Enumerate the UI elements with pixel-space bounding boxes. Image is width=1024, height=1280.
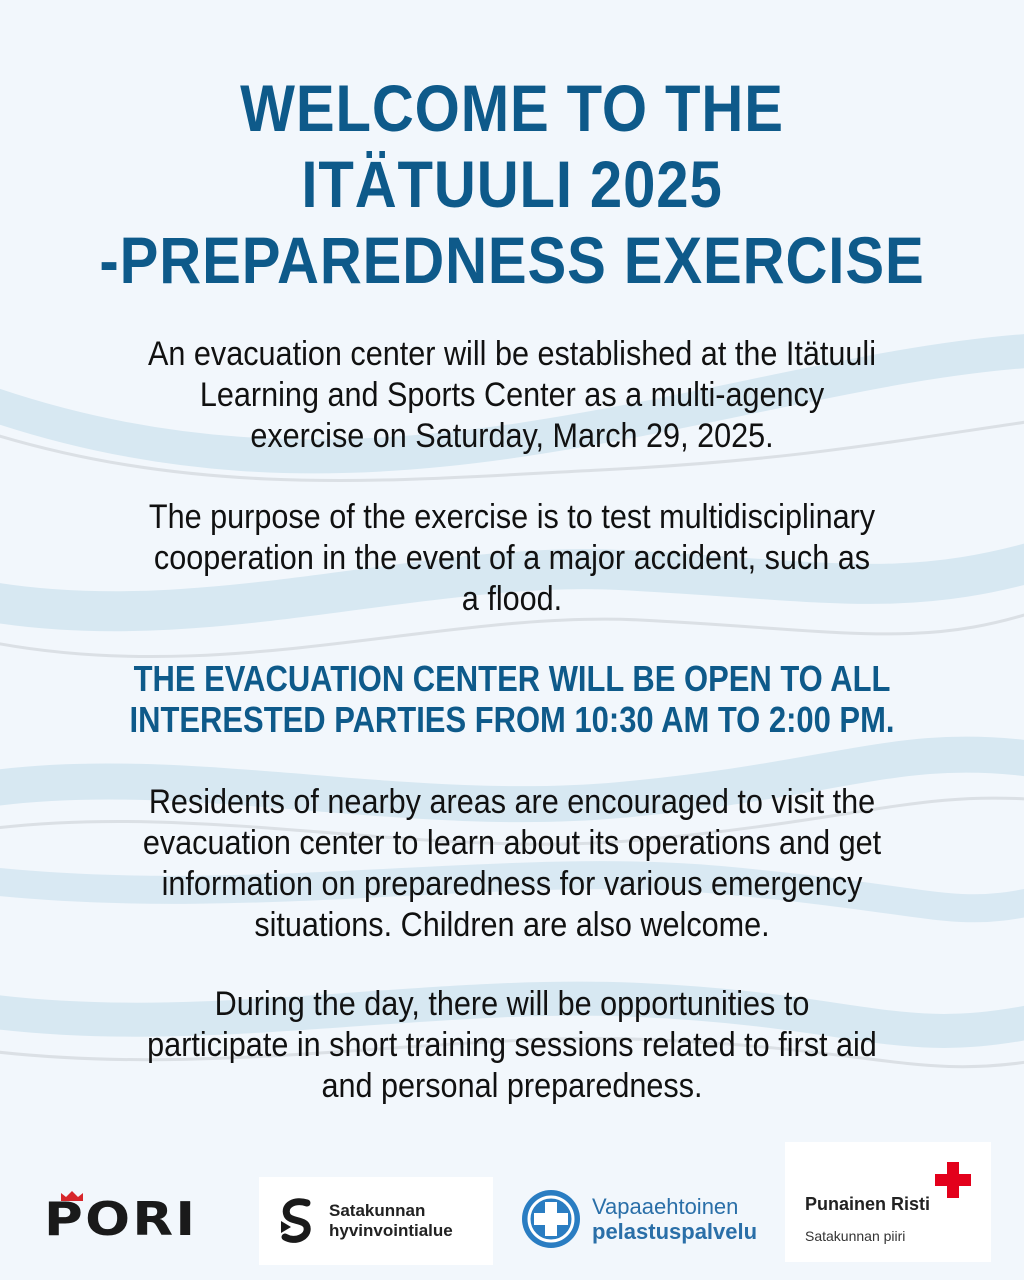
purpose-paragraph xyxy=(87,497,937,620)
text-line: Residents of nearby areas are encouraged to visit the xyxy=(148,783,876,821)
text-line: Learning and Sports Center as a multi-agency xyxy=(199,376,825,414)
highlight-line: INTERESTED PARTIES FROM 10:30 AM TO 2:00 PM. xyxy=(129,699,895,740)
satakunnan-hyvinvointialue-logo xyxy=(259,1177,493,1265)
text-line: and personal preparedness. xyxy=(321,1067,703,1105)
text-line: situations. Children are also welcome. xyxy=(254,906,770,944)
text-line: evacuation center to learn about its operations and get xyxy=(142,824,882,862)
residents-paragraph xyxy=(87,782,937,946)
logo-text-line: Vapaaehtoinen xyxy=(592,1194,739,1219)
logo-text-line: pelastuspalvelu xyxy=(592,1219,758,1244)
poster-title xyxy=(61,70,962,298)
title-line: ITÄTUULI 2025 xyxy=(301,147,723,221)
partner-logos xyxy=(0,1140,1024,1270)
pori-wordmark: PORI xyxy=(44,1192,198,1246)
red-cross-icon xyxy=(935,1162,971,1198)
text-line: information on preparedness for various emergency xyxy=(161,865,863,903)
logo-text-line: Satakunnan xyxy=(329,1201,426,1220)
logo-text-line: hyvinvointialue xyxy=(329,1221,453,1240)
logo-text-line: Punainen Risti xyxy=(805,1194,931,1214)
text-line: An evacuation center will be established at the Itätuuli xyxy=(147,335,877,373)
highlight-line: THE EVACUATION CENTER WILL BE OPEN TO ALL xyxy=(133,658,891,699)
pori-logo xyxy=(44,1186,240,1246)
text-line: a flood. xyxy=(461,580,563,618)
text-line: exercise on Saturday, March 29, 2025. xyxy=(250,417,774,455)
text-line: The purpose of the exercise is to test multidisciplinary xyxy=(148,498,876,536)
training-paragraph xyxy=(87,984,937,1107)
logo-text-line: Satakunnan piiri xyxy=(805,1228,906,1244)
punainen-risti-logo xyxy=(785,1142,991,1262)
rescue-cross-icon xyxy=(520,1188,582,1250)
text-line: participate in short training sessions related to first aid xyxy=(147,1026,877,1064)
vapaaehtoinen-pelastuspalvelu-logo xyxy=(520,1188,770,1252)
intro-paragraph xyxy=(87,334,937,457)
text-line: During the day, there will be opportunities to xyxy=(214,985,810,1023)
satakunta-s-icon xyxy=(277,1197,317,1245)
title-line: WELCOME TO THE xyxy=(240,71,784,145)
title-line: -PREPAREDNESS EXERCISE xyxy=(99,223,925,297)
opening-hours-highlight xyxy=(89,658,935,740)
text-line: cooperation in the event of a major accident, such as xyxy=(153,539,871,577)
